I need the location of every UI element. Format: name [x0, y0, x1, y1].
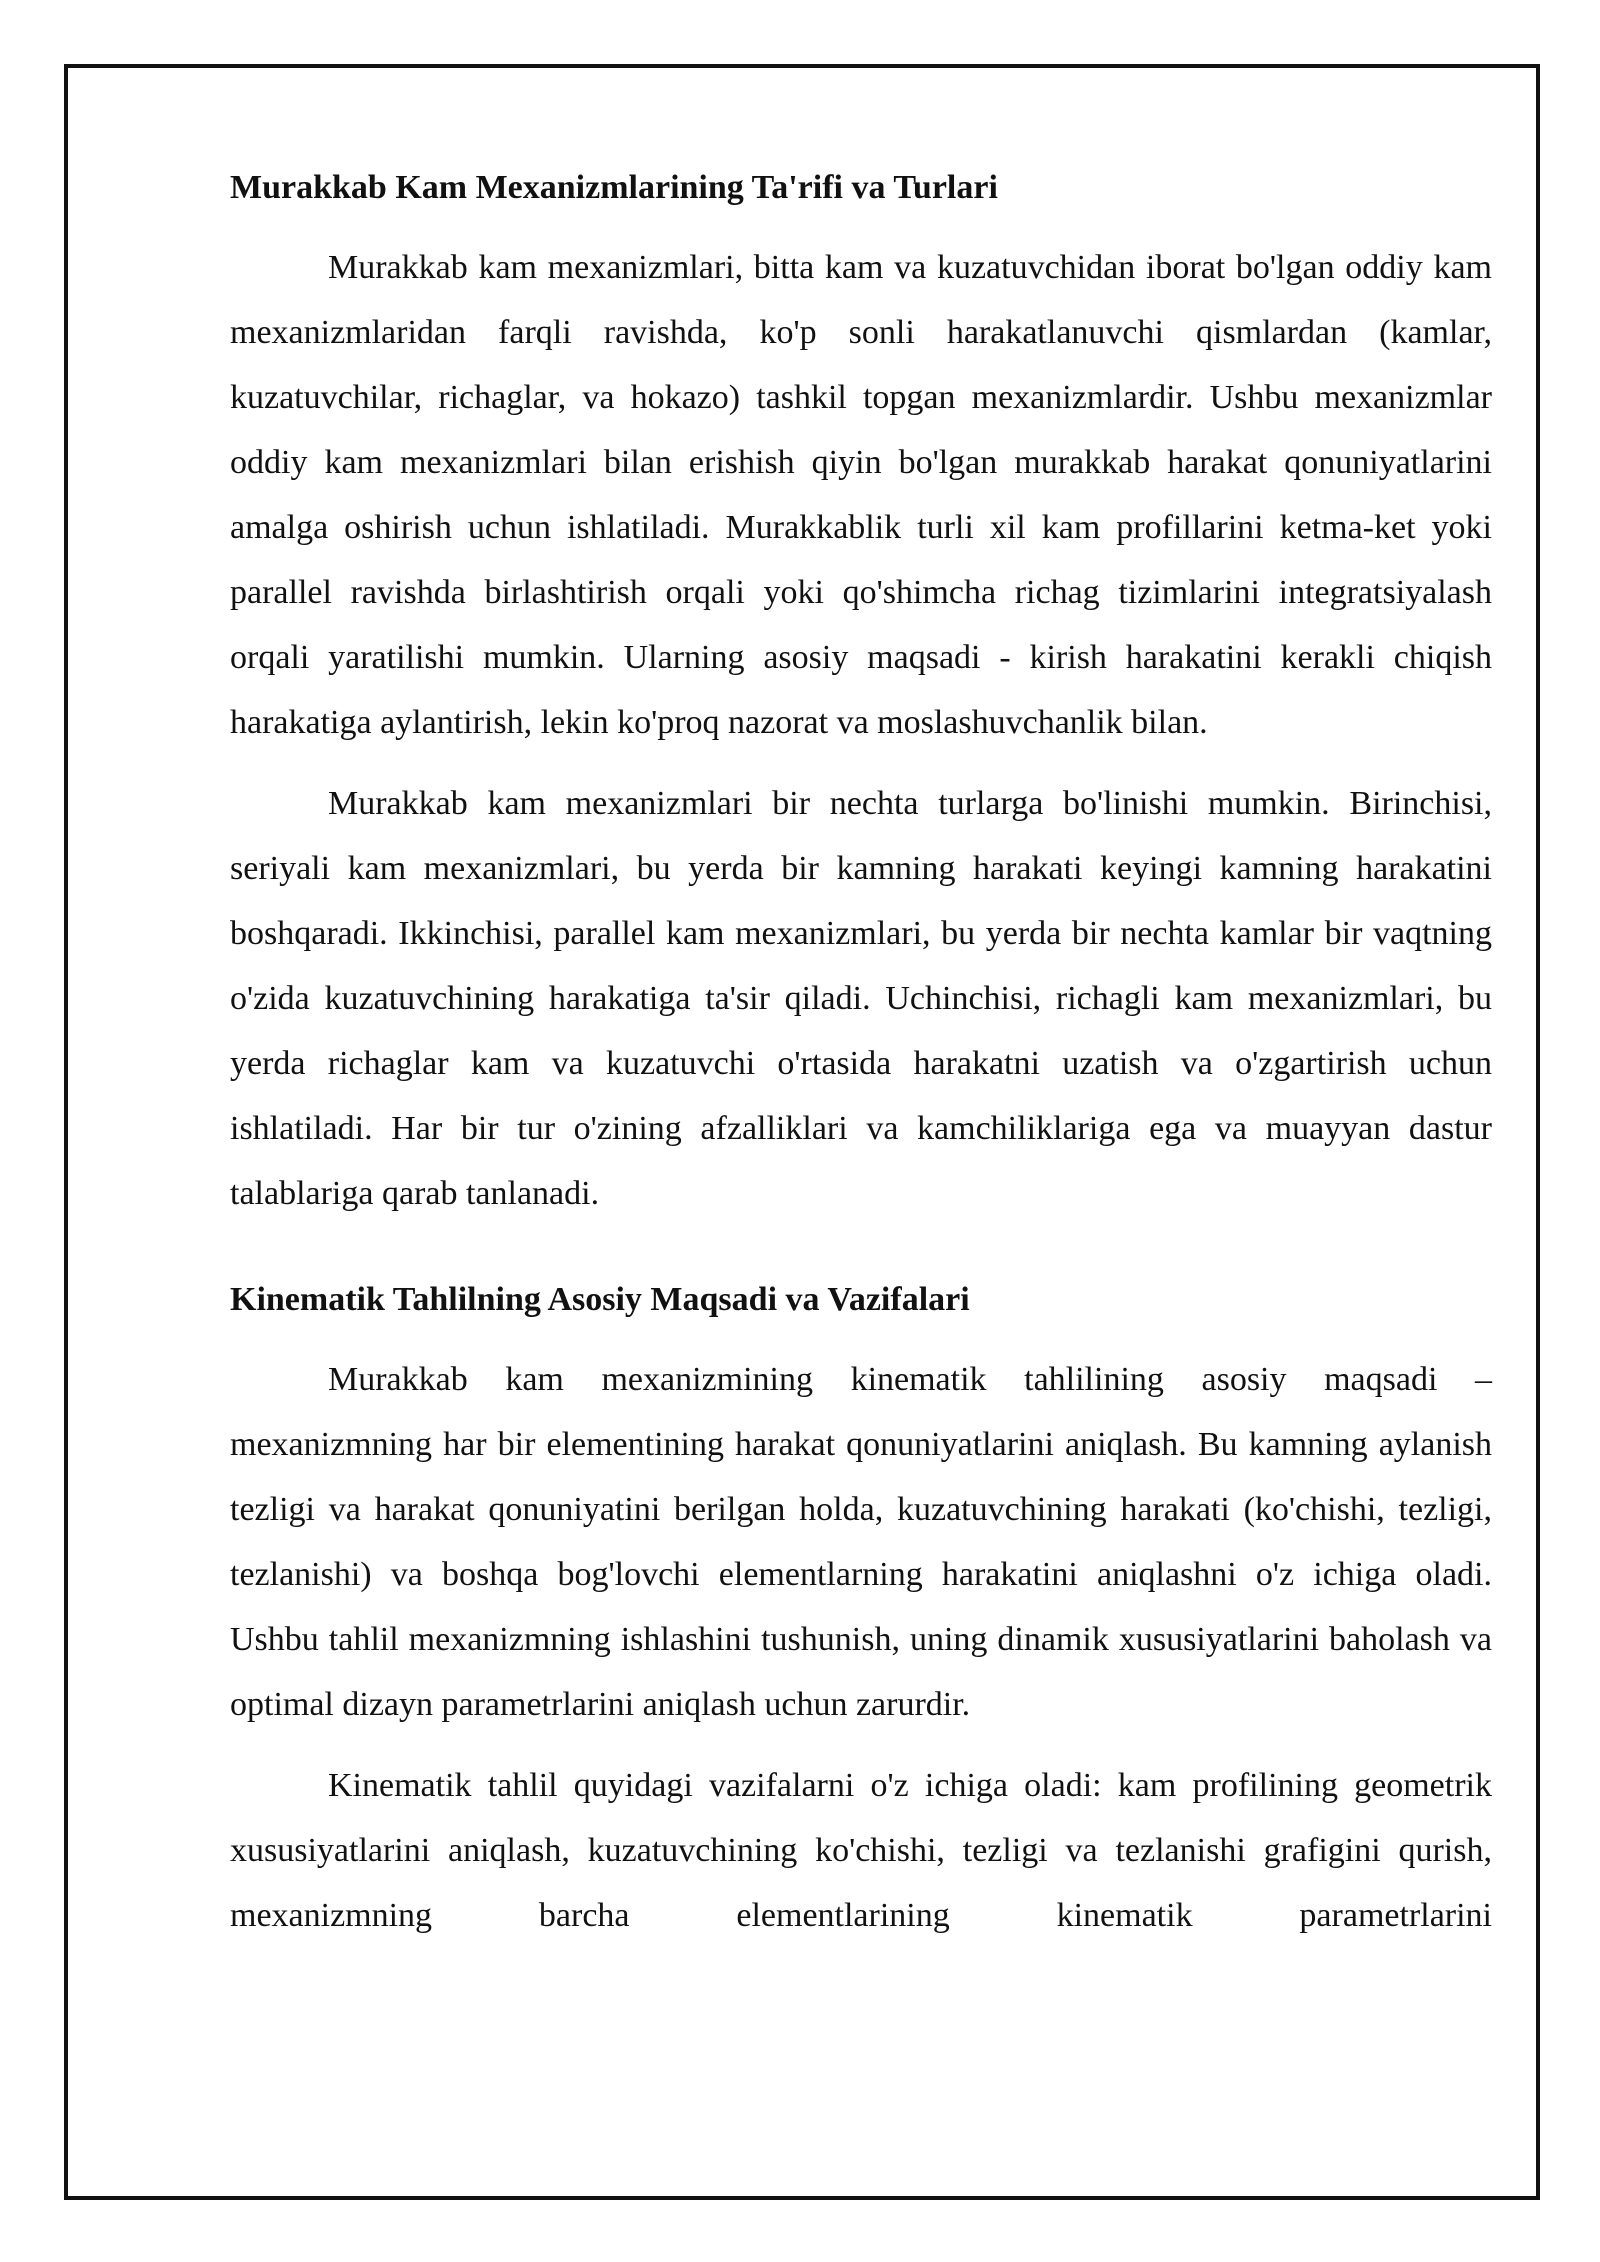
paragraph-definition: Murakkab kam mexanizmlari, bitta kam va kuzatuvchidan iborat bo'lgan oddiy kam mexanizmlaridan farqli ravishda, ko'p sonli harakatlanuvchi qismlardan (kamlar, kuzatuvchilar, richaglar, va hokazo) tashkil topgan mexanizmlardir. Ushbu mexanizmlar oddiy kam mexanizmlari bilan erishish qiyin bo'lgan murakkab harakat qonuniyatlarini amalga oshirish uchun ishlatiladi. Murakkablik turli xil kam profillarini ketma-ket yoki parallel ravishda birlashtirish orqali yoki qo'shimcha richag tizimlarini integratsiyalash orqali yaratilishi mumkin. Ularning asosiy maqsadi - kirish harakatini kerakli chiqish harakatiga aylantirish, lekin ko'proq nazorat va moslashuvchanlik bilan.: [230, 248, 1492, 741]
document-body: [230, 168, 1492, 1964]
paragraph-analysis-tasks: Kinematik tahlil quyidagi vazifalarni o'z ichiga oladi: kam profilining geometrik xususiyatlarini aniqlash, kuzatuvchining ko'chishi, tezligi va tezlanishi grafigini qurish, mexanizmning barcha elementlarining kinematik parametrlarini: [230, 1766, 1492, 1934]
section-heading-definition: Murakkab Kam Mexanizmlarining Ta'rifi va Turlari: [230, 169, 998, 206]
paragraph-types: Murakkab kam mexanizmlari bir nechta turlarga bo'linishi mumkin. Birinchisi, seriyali kam mexanizmlari, bu yerda bir kamning harakati keyingi kamning harakatini boshqaradi. Ikkinchisi, parallel kam mexanizmlari, bu yerda bir nechta kamlar bir vaqtning o'zida kuzatuvchining harakatiga ta'sir qiladi. Uchinchisi, richagli kam mexanizmlari, bu yerda richaglar kam va kuzatuvchi o'rtasida harakatni uzatish va o'zgartirish uchun ishlatiladi. Har bir tur o'zining afzalliklari va kamchiliklariga ega va muayyan dastur talablariga qarab tanlanadi.: [230, 784, 1492, 1212]
paragraph-analysis-goal: Murakkab kam mexanizmining kinematik tahlilining asosiy maqsadi – mexanizmning har bir elementining harakat qonuniyatlarini aniqlash. Bu kamning aylanish tezligi va harakat qonuniyatini berilgan holda, kuzatuvchining harakati (ko'chishi, tezligi, tezlanishi) va boshqa bog'lovchi elementlarning harakatini aniqlashni o'z ichiga oladi. Ushbu tahlil mexanizmning ishlashini tushunish, uning dinamik xususiyatlarini baholash va optimal dizayn parametrlarini aniqlash uchun zarurdir.: [230, 1360, 1492, 1723]
section-heading-kinematic-analysis: Kinematik Tahlilning Asosiy Maqsadi va Vazifalari: [230, 1280, 970, 1318]
